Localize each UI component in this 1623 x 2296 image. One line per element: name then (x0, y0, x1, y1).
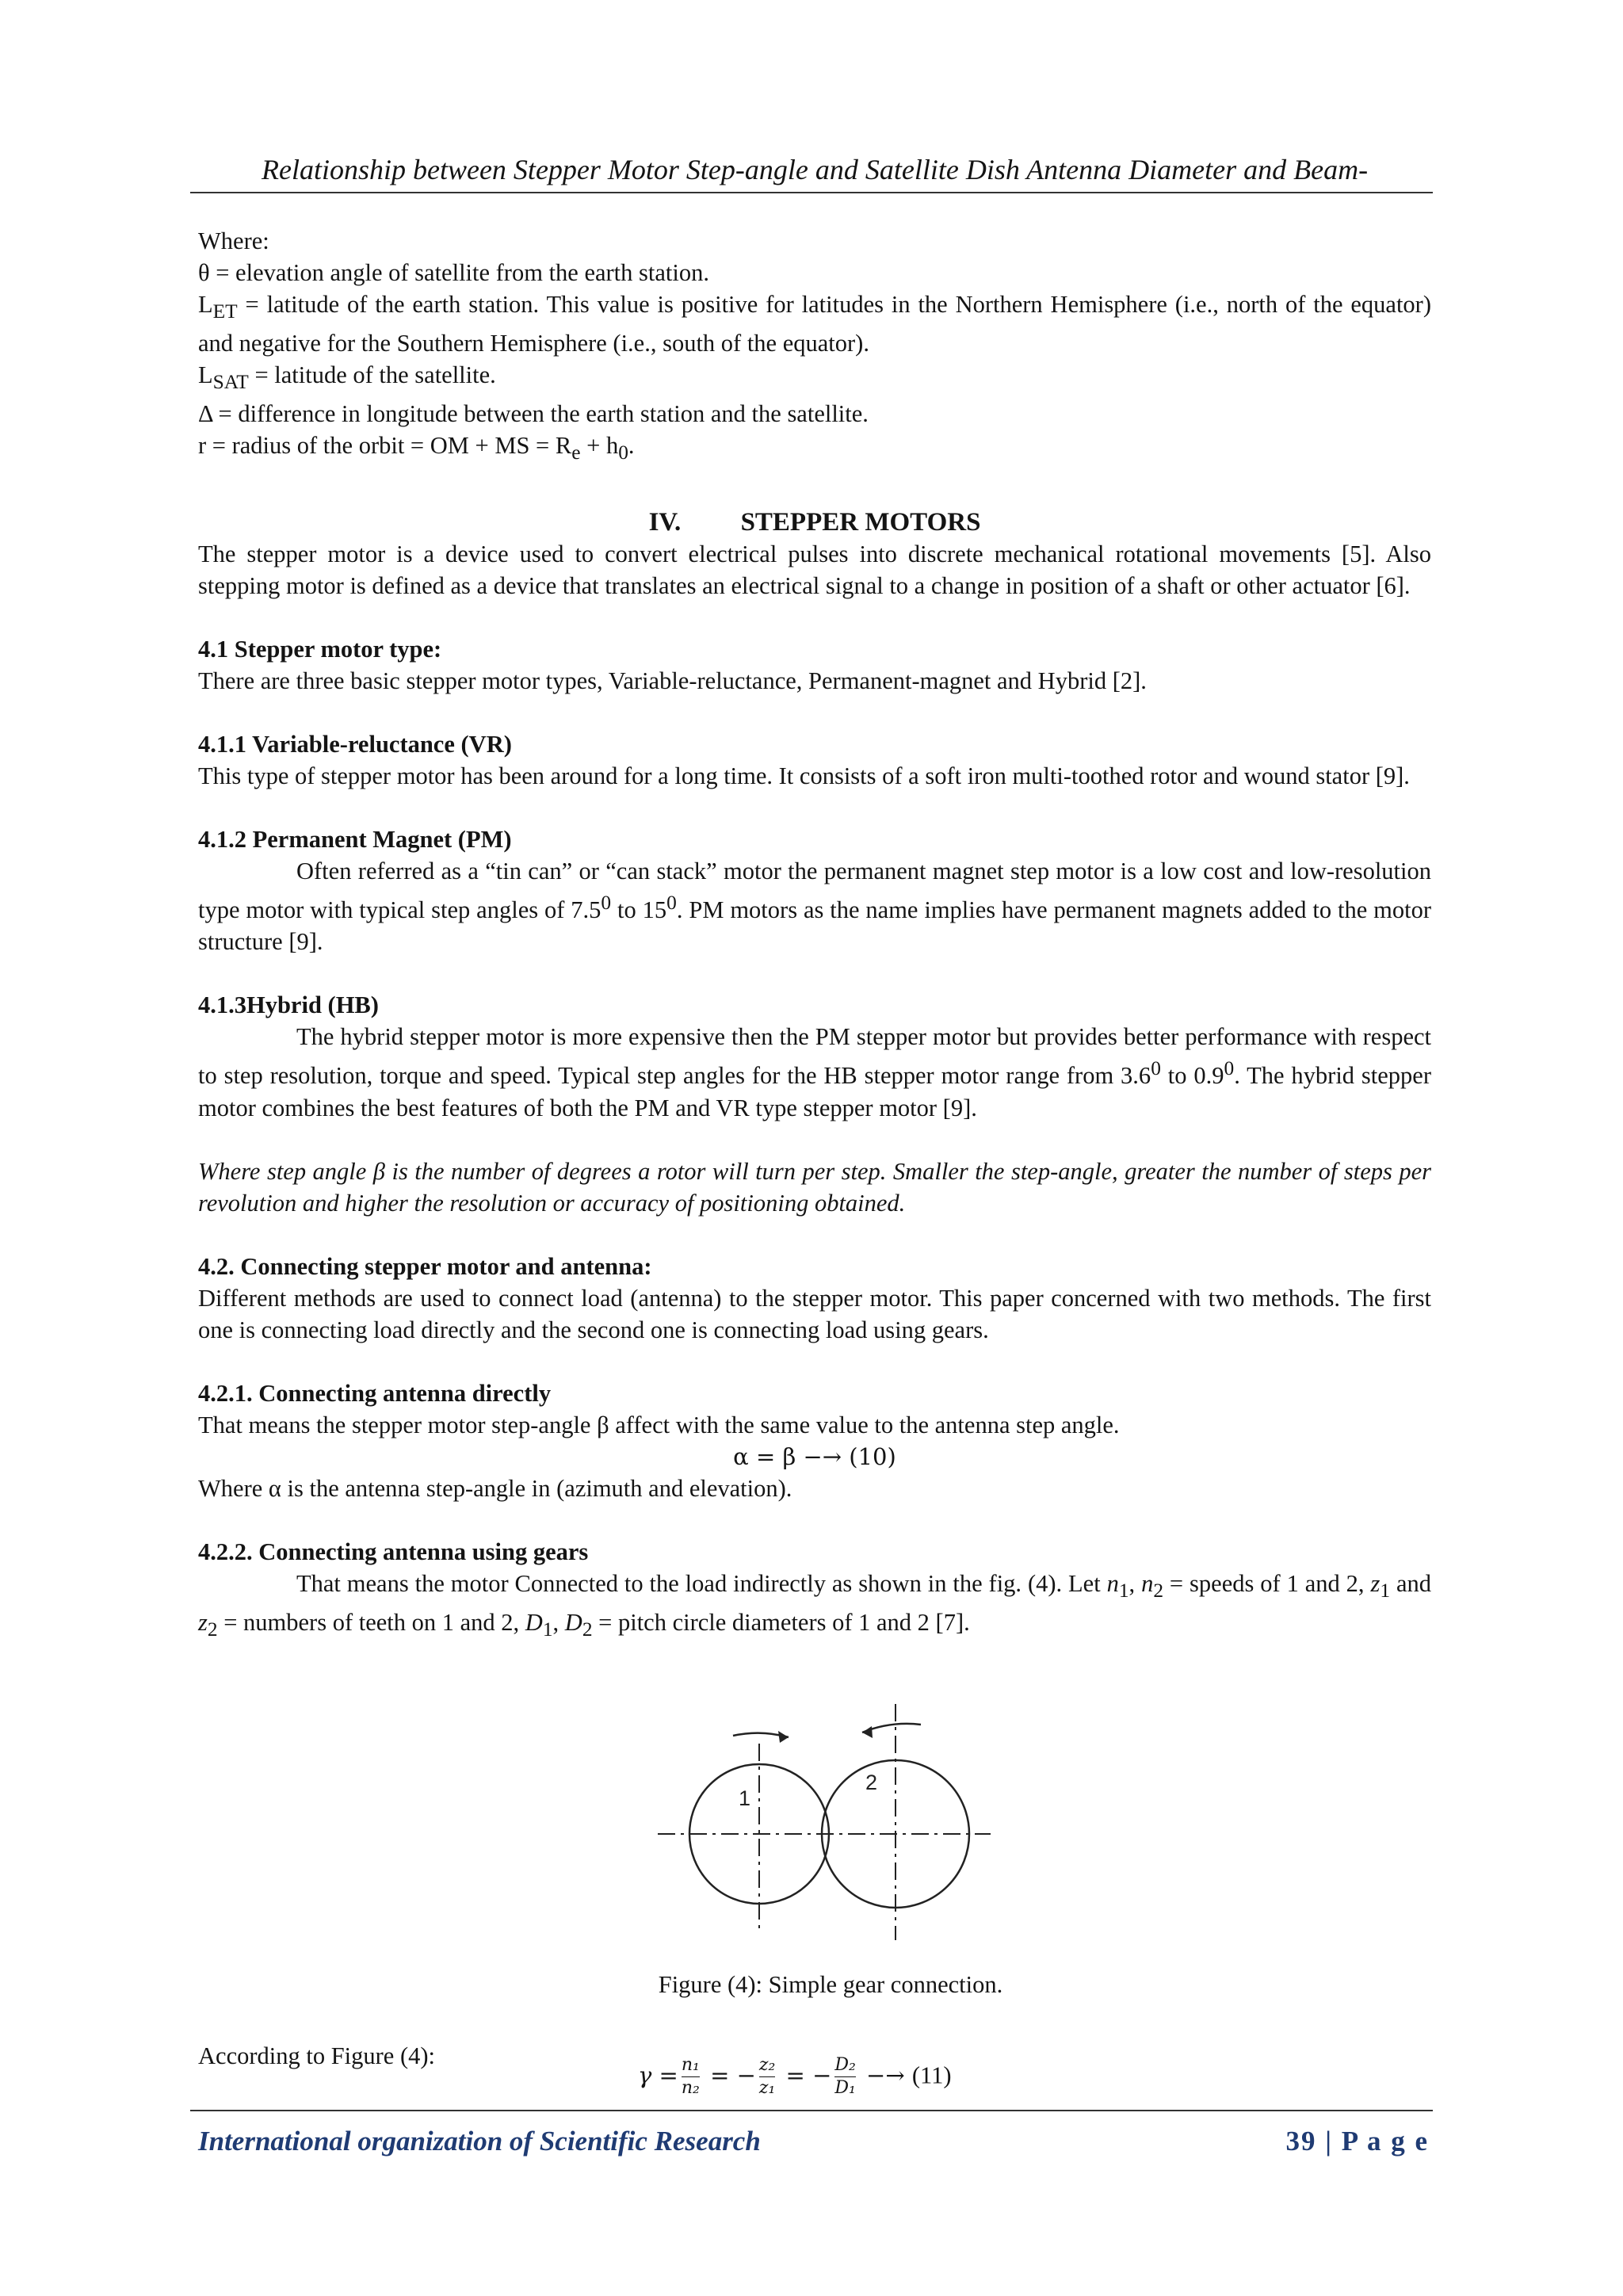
frac-d1: D₁ (834, 2077, 856, 2098)
and-word: and (1390, 1569, 1431, 1597)
fraction-n (682, 2054, 700, 2099)
frac-n1: n₁ (681, 2054, 700, 2075)
let-symbol: L (198, 291, 213, 318)
gear-1-label: 1 (739, 1786, 751, 1810)
section-number: IV. (648, 508, 682, 537)
var-d2: D (564, 1608, 582, 1636)
sub-d2: 2 (582, 1618, 593, 1641)
degree-sup-3: 0 (1151, 1057, 1161, 1080)
para-4-1-3-c: . The hybrid stepper motor combines the best features of both the PM and VR type stepper motor [9]. (198, 1062, 1431, 1121)
running-title: Relationship between Stepper Motor Step-angle and Satellite Dish Antenna Diameter and Beam- (262, 154, 1369, 185)
lsat-symbol: L (198, 361, 213, 389)
para-4-1-2 (198, 855, 1431, 957)
section-title: STEPPER MOTORS (740, 508, 981, 537)
gamma-symbol: γ = (638, 2061, 678, 2089)
radius-definition (198, 430, 1431, 468)
heading-4-2-2: 4.2.2. Connecting antenna using gears (198, 1538, 589, 1565)
header-rule (190, 192, 1433, 193)
let-text: = latitude of the earth station. This value is positive for latitudes in the Northern Hemisphere (i.e., north of the equator) and negative for the Southern Hemisphere (i.e., south of the equator). (198, 291, 1431, 357)
sub-n2: 2 (1153, 1579, 1164, 1602)
heading-4-1-1: 4.1.1 Variable-reluctance (VR) (198, 731, 512, 758)
para-4-2-2-text-3: = numbers of teeth on 1 and 2, (217, 1608, 525, 1636)
theta-definition: θ = elevation angle of satellite from the earth station. (198, 259, 709, 286)
para-4-1-1: This type of stepper motor has been around for a long time. It consists of a soft iron multi-toothed rotor and wound stator [9]. (198, 762, 1410, 790)
var-z2: z (198, 1608, 208, 1636)
heading-4-2: 4.2. Connecting stepper motor and antenna: (198, 1252, 652, 1280)
section-intro: The stepper motor is a device used to convert electrical pulses into discrete mechanical rotational movements [5]. Also stepping motor is defined as a device that translates an electrical signal to a change in position of a shaft or other actuator [6]. (198, 541, 1431, 600)
equation-10 (198, 1441, 1431, 1473)
frac-n2: n₂ (681, 2077, 700, 2098)
lsat-subscript: SAT (212, 371, 249, 394)
step-angle-note: Where step angle β is the number of degrees a rotor will turn per step. Smaller the step-angle, greater the number of steps per revolution and higher the resolution or accuracy of positioning obtained. (198, 1157, 1431, 1217)
body-content (198, 225, 1431, 2111)
var-n1: n (1106, 1569, 1119, 1597)
heading-4-1-3: 4.1.3Hybrid (HB) (198, 991, 379, 1019)
equation-11 (638, 2054, 952, 2099)
fraction-z (759, 2054, 775, 2099)
equation-11-number: (11) (911, 2061, 952, 2089)
para-4-1: There are three basic stepper motor types, Variable-reluctance, Permanent-magnet and Hybrid [2]. (198, 667, 1147, 695)
para-4-1-2-c: . PM motors as the name implies have permanent magnets added to the motor structure [9]. (198, 896, 1431, 956)
lsat-definition (198, 359, 1431, 398)
para-4-1-2-b: to 15 (611, 896, 667, 924)
fraction-d (834, 2054, 855, 2099)
footer-rule (190, 2110, 1433, 2111)
para-4-1-3-a: The hybrid stepper motor is more expensive then the PM stepper motor but provides better performance with respect to step resolution, torque and speed. Typical step angles for the HB stepper motor range from 3.6 (198, 1023, 1431, 1090)
radius-text-a: r = radius of the orbit = OM + MS = R (198, 432, 572, 460)
var-n2: n (1141, 1569, 1154, 1597)
sub-d1: 1 (542, 1618, 553, 1641)
equation-11-block (198, 2032, 1431, 2111)
degree-sup-4: 0 (1224, 1057, 1235, 1080)
let-definition (198, 288, 1431, 359)
radius-sub-0: 0 (618, 441, 628, 464)
para-4-2-1-after: Where α is the antenna step-angle in (azimuth and elevation). (198, 1474, 792, 1502)
heading-4-1: 4.1 Stepper motor type: (198, 636, 442, 663)
sub-n1: 1 (1118, 1579, 1129, 1602)
gear-2-arrowhead (862, 1726, 873, 1738)
comma-1: , (1128, 1569, 1142, 1597)
equation-11-lead: According to Figure (4): (198, 2042, 435, 2069)
var-d1: D (525, 1608, 543, 1636)
frac-z1: z₁ (758, 2077, 776, 2098)
equals-minus-2: = − (778, 2061, 832, 2089)
arrow: −→ (858, 2061, 912, 2089)
para-4-2-2-text-2: = speeds of 1 and 2, (1163, 1569, 1371, 1597)
para-4-2-2 (198, 1568, 1431, 1645)
para-4-2-2-text-4: = pitch circle diameters of 1 and 2 [7]. (592, 1608, 970, 1636)
radius-sub-e: e (571, 441, 581, 464)
comma-2: , (552, 1608, 565, 1636)
equals-minus-1: = − (702, 2061, 756, 2089)
let-subscript: ET (212, 300, 238, 323)
section-heading (198, 506, 1431, 538)
degree-sup-2: 0 (666, 892, 677, 915)
where-label: Where: (198, 227, 269, 254)
journal-name: International organization of Scientific Research (198, 2126, 761, 2157)
equation-10-text: α = β −→ (10) (733, 1442, 896, 1470)
gear-2-label: 2 (865, 1770, 878, 1794)
gear-1-arrowhead (778, 1731, 789, 1743)
page-number: 39 | P a g e (1285, 2126, 1429, 2157)
delta-definition: Δ = difference in longitude between the earth station and the satellite. (198, 400, 869, 428)
var-z1: z (1370, 1569, 1381, 1597)
frac-d2: D₂ (834, 2054, 856, 2075)
radius-text-c: . (628, 432, 635, 460)
figure-4 (198, 1701, 1431, 1954)
frac-z2: z₂ (758, 2054, 776, 2075)
sub-z2: 2 (207, 1618, 218, 1641)
heading-4-1-2: 4.1.2 Permanent Magnet (PM) (198, 826, 512, 854)
para-4-2: Different methods are used to connect load (antenna) to the stepper motor. This paper concerned with two methods. The first one is connecting load directly and the second one is connecting load using gears. (198, 1284, 1431, 1343)
radius-text-b: + h (580, 432, 619, 460)
degree-sup-1: 0 (601, 892, 612, 915)
para-4-2-1: That means the stepper motor step-angle β affect with the same value to the antenna step angle. (198, 1411, 1120, 1438)
para-4-1-3 (198, 1021, 1431, 1123)
figure-4-caption: Figure (4): Simple gear connection. (658, 1970, 1003, 1998)
lsat-text: = latitude of the satellite. (248, 361, 496, 389)
heading-4-2-1: 4.2.1. Connecting antenna directly (198, 1379, 552, 1407)
para-4-2-2-text-1: That means the motor Connected to the load indirectly as shown in the fig. (4). Let (296, 1569, 1107, 1597)
sub-z1: 1 (1380, 1579, 1391, 1602)
gear-diagram (658, 1701, 991, 1946)
para-4-1-3-b: to 0.9 (1160, 1062, 1224, 1090)
para-4-1-2-a: Often referred as a “tin can” or “can stack” motor the permanent magnet step motor is a low cost and low-resolution type motor with typical step angles of 7.5 (198, 858, 1431, 924)
